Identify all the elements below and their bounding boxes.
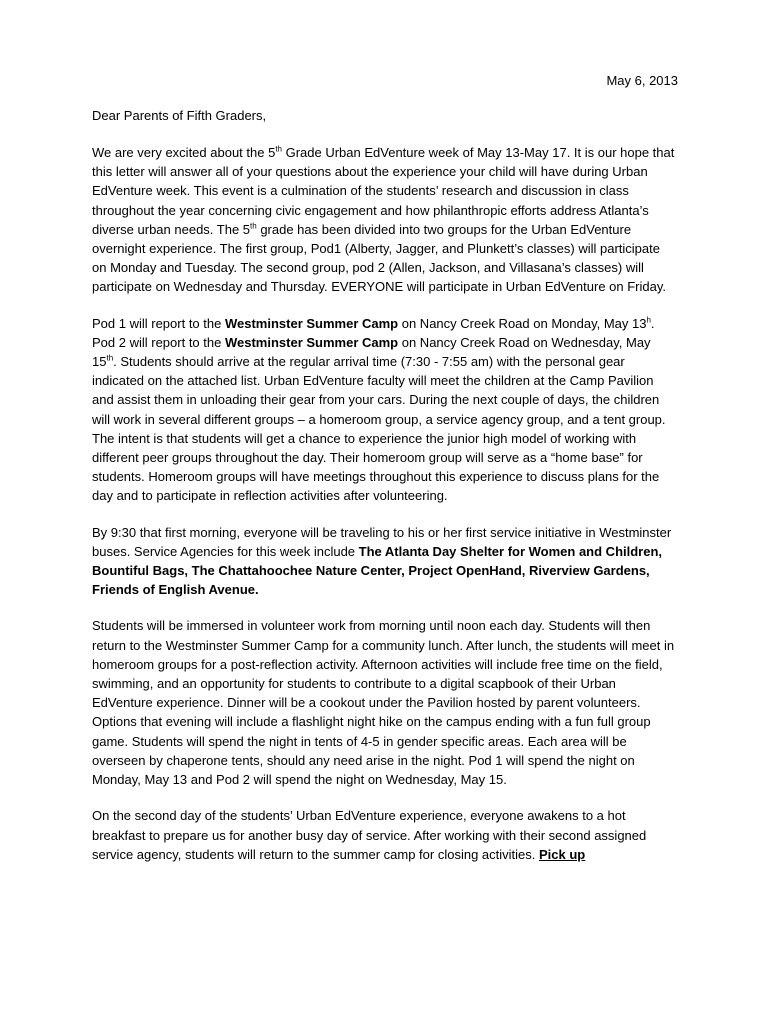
paragraph-daily-schedule: Students will be immersed in volunteer work from morning until noon each day. Students will then return to the Westminster Summer Camp for a community lunch. After lunch, the students will meet in homeroom groups for a post-reflection activity. Afternoon activities will include free time on the field, swimming, and an opportunity for students to contribute to a digital scapbook of their Urban EdVenture experience. Dinner will be a cookout under the Pavilion hosted by parent volunteers. Options that evening will include a flashlight night hike on the campus ending with a fun full group game. Students will spend the night in tents of 4-5 in gender specific areas. Each area will be overseen by chaperone tents, should any need arise in the night. Pod 1 will spend the night on Monday, May 13 and Pod 2 will spend the night on Wednesday, May 15. <box>92 618 675 788</box>
agencies-text-a: By 9:30 that first morning, everyone will be traveling to his or her first service initiative in Westminster buses. Service Agencies for this week include <box>92 524 672 559</box>
paragraph-reporting <box>92 314 678 506</box>
intro-text-a: We are very excited about the 5 <box>92 145 276 160</box>
superscript-th: th <box>275 144 282 154</box>
reporting-text-c: . Pod 2 will report to the <box>92 315 655 350</box>
salutation: Dear Parents of Fifth Graders, <box>92 108 267 123</box>
superscript-th: th <box>250 221 257 231</box>
second-day-text: On the second day of the students’ Urban EdVenture experience, everyone awakens to a hot breakfast to prepare us for another busy day of service. After working with their second assigned service agency, students will return to the summer camp for closing activities. <box>92 808 647 862</box>
letter-date: May 6, 2013 <box>606 73 678 88</box>
agencies-list: The Atlanta Day Shelter for Women and Children, Bountiful Bags, The Chattahoochee Nature Center, Project OpenHand, Riverview Gardens, Friends of English Avenue. <box>92 543 663 598</box>
reporting-text-d: on Nancy Creek Road on Wednesday, May 15 <box>92 334 651 370</box>
superscript-th: th <box>106 353 114 363</box>
pickup-heading: Pick up <box>539 846 586 862</box>
intro-text-b: Grade Urban EdVenture week of May 13-May 17. It is our hope that this letter will answer all of your questions about the experience your child will have during Urban EdVenture week. This event is a culmination of the students’ research and discussion in class throughout the year concerning civic engagement and how philanthropic efforts address Atlanta’s diverse urban needs. The 5 <box>92 145 675 237</box>
reporting-text-e: . Students should arrive at the regular arrival time (7:30 - 7:55 am) with the personal gear indicated on the attached list. Urban EdVenture faculty will meet the children at the Camp Pavilion and assist them in unloading their gear from your cars. During the next couple of days, the children will work in several different groups – a homeroom group, a service agency group, and a tent group. The intent is that students will get a chance to experience the junior high model of working with different peer groups throughout the day. Their homeroom group will serve as a “home base” for students. Homeroom groups will have meetings throughout this experience to discuss plans for the day and to participate in reflection activities after volunteering. <box>92 354 666 504</box>
camp-name: Westminster Summer Camp <box>224 334 399 350</box>
camp-name: Westminster Summer Camp <box>224 315 399 331</box>
superscript-h: h <box>646 315 651 325</box>
paragraph-intro <box>92 143 678 297</box>
reporting-text-a: Pod 1 will report to the <box>92 315 225 331</box>
reporting-text-b: on Nancy Creek Road on Monday, May 13 <box>398 315 647 331</box>
paragraph-service-agencies <box>92 523 678 600</box>
paragraph-second-day <box>92 806 678 864</box>
intro-text-c: grade has been divided into two groups for the Urban EdVenture overnight experience. The first group, Pod1 (Alberty, Jagger, and Plunkett’s classes) will participate on Monday and Tuesday. The second group, pod 2 (Allen, Jackson, and Villasana’s classes) will participate on Wednesday and Thursday. EVERYONE will participate in Urban EdVenture on Friday. <box>92 221 666 295</box>
